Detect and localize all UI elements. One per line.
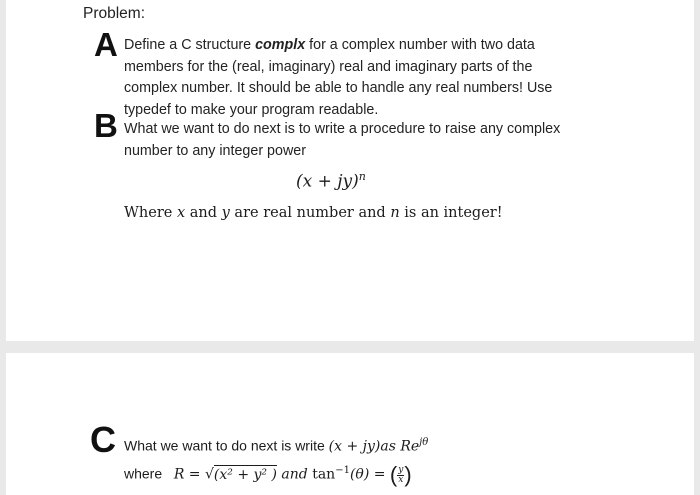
sqrt-symbol: √: [204, 466, 214, 483]
part-c-line-1: What we want to do next is write (x + jy)as $Re^{j\theta}$: [124, 437, 429, 455]
part-b-line-1: What we want to do next is to write a procedure to raise any complex: [124, 121, 561, 137]
part-a-line-3: complex number. It should be able to handle any real numbers! Use: [124, 80, 553, 96]
equation-exponent: n: [358, 170, 366, 183]
marker-b: B: [94, 107, 118, 144]
part-b-text: [124, 119, 604, 162]
part-a-text: [124, 35, 604, 121]
part-a-line-2: members for the (real, imaginary) real and imaginary parts of the: [124, 58, 533, 75]
where-line: Where x and y are real number and n is an integer!: [124, 205, 503, 221]
y-over-x-fraction: $\frac{y}{x}$: [398, 464, 404, 485]
equation-base: (x + jy): [296, 171, 359, 192]
part-c-line-2: where R = √(x² + y² ) and $\tan^{-1}(\theta)$ = ( $\frac{y}{x}$ ): [124, 462, 412, 487]
part-a-line-4: typedef to make your program readable.: [124, 101, 379, 118]
marker-a: A: [94, 26, 118, 63]
part-b-line-2: number to any integer power: [124, 142, 306, 159]
problem-heading: Problem:: [83, 5, 146, 22]
part-a-line-1: Define a C structure complx for a complex number with two data: [124, 37, 535, 53]
marker-c: C: [90, 419, 116, 460]
power-equation: [296, 170, 366, 192]
